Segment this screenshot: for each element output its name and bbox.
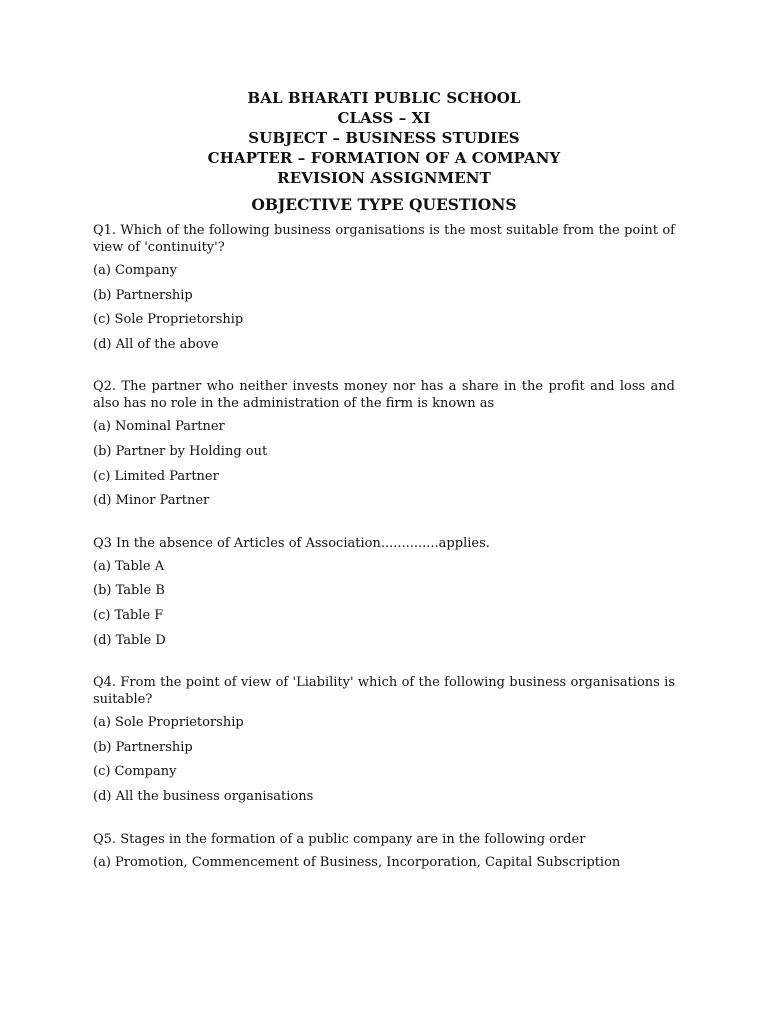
option-a: (a) Promotion, Commencement of Business, Incorporation, Capital Subscription xyxy=(93,854,621,870)
option-d: (d) All of the above xyxy=(93,336,219,352)
question-text: Q4. From the point of view of 'Liability' which of the following business organisations is suitable? xyxy=(93,675,675,708)
option-c: (c) Sole Proprietorship xyxy=(93,312,244,328)
option-b: (b) Table B xyxy=(93,583,165,599)
class-label: CLASS – XI xyxy=(337,109,431,127)
option-a: (a) Sole Proprietorship xyxy=(93,715,244,731)
question-4 xyxy=(93,674,675,806)
option-a: (a) Nominal Partner xyxy=(93,419,225,435)
assignment-label: REVISION ASSIGNMENT xyxy=(277,169,491,187)
option-a: (a) Table A xyxy=(93,558,165,574)
question-5 xyxy=(93,831,675,872)
question-1 xyxy=(93,222,675,354)
option-c: (c) Company xyxy=(93,764,177,780)
section-title: OBJECTIVE TYPE QUESTIONS xyxy=(251,195,517,214)
school-name: BAL BHARATI PUBLIC SCHOOL xyxy=(247,89,521,107)
option-a: (a) Company xyxy=(93,263,177,278)
option-c: (c) Limited Partner xyxy=(93,468,219,484)
option-b: (b) Partner by Holding out xyxy=(93,443,268,459)
question-2 xyxy=(93,378,675,510)
document-header xyxy=(0,88,768,188)
questions-list xyxy=(93,222,675,878)
question-text: Q3 In the absence of Articles of Association..............applies. xyxy=(93,535,490,551)
question-text: Q5. Stages in the formation of a public company are in the following order xyxy=(93,831,586,847)
subject-label: SUBJECT – BUSINESS STUDIES xyxy=(248,129,520,147)
option-d: (d) Minor Partner xyxy=(93,493,210,509)
question-text: Q1. Which of the following business organisations is the most suitable from the point of view of 'continuity'? xyxy=(93,223,675,255)
question-text: Q2. The partner who neither invests money nor has a share in the profit and loss and also has no role in the administration of the firm is known as xyxy=(93,379,675,412)
option-d: (d) All the business organisations xyxy=(93,788,314,804)
question-3 xyxy=(93,535,675,650)
option-c: (c) Table F xyxy=(93,607,164,623)
chapter-label: CHAPTER – FORMATION OF A COMPANY xyxy=(207,149,561,167)
option-d: (d) Table D xyxy=(93,632,166,648)
option-b: (b) Partnership xyxy=(93,287,193,303)
option-b: (b) Partnership xyxy=(93,739,193,755)
